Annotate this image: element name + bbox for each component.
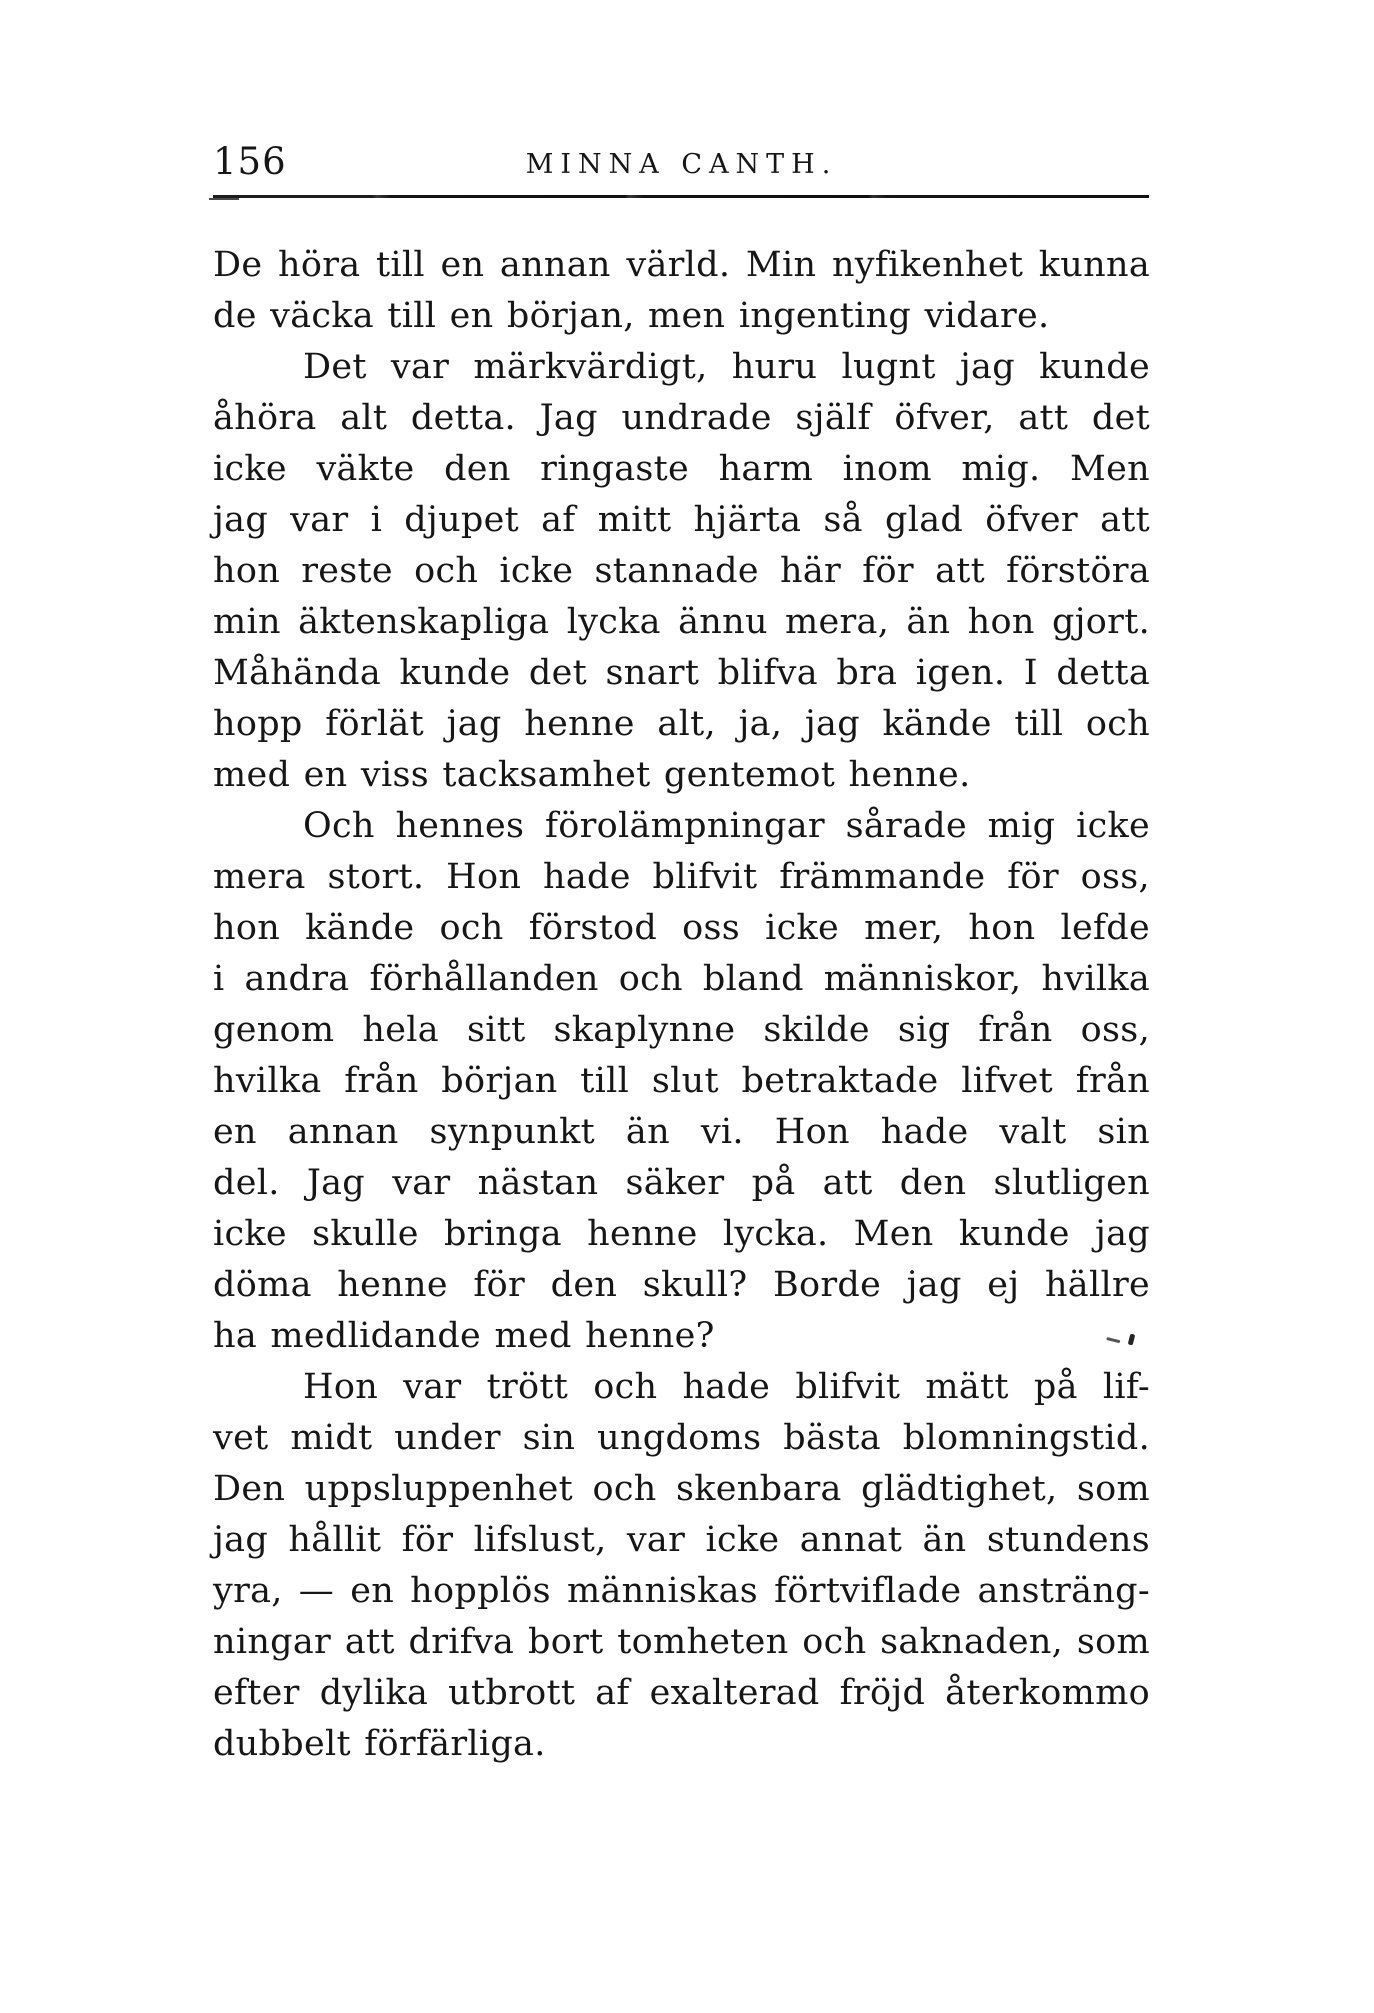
text-line: döma henne för den skull? Borde jag ej hällre [213, 1265, 1150, 1305]
text-line: del. Jag var nästan säker på att den slutligen [213, 1163, 1150, 1203]
paragraph [213, 240, 1150, 342]
text-line: hopp förlät jag henne alt, ja, jag kände till och [213, 704, 1150, 744]
text-line: yra, — en hopplös människas förtviflade ansträng- [213, 1571, 1150, 1611]
text-line: ha medlidande med henne? [213, 1316, 715, 1356]
paragraph [213, 342, 1150, 801]
header-rule [213, 195, 1149, 198]
text-line: min äktenskapliga lycka ännu mera, än hon gjort. [213, 602, 1150, 642]
page-number: 156 [213, 140, 287, 183]
body-text [213, 240, 1150, 1770]
paragraph [213, 801, 1150, 1362]
text-line: de väcka till en början, men ingenting vidare. [213, 296, 1050, 336]
text-line: en annan synpunkt än vi. Hon hade valt sin [213, 1112, 1150, 1152]
text-line: åhöra alt detta. Jag undrade själf öfver, att det [213, 398, 1150, 438]
text-line: mera stort. Hon hade blifvit främmande för oss, [213, 857, 1150, 897]
text-line: icke skulle bringa henne lycka. Men kunde jag [213, 1214, 1150, 1254]
page-header [213, 140, 1150, 187]
text-line: jag var i djupet af mitt hjärta så glad öfver att [213, 500, 1150, 540]
text-line: Det var märkvärdigt, huru lugnt jag kunde [303, 347, 1150, 387]
text-line: Hon var trött och hade blifvit mätt på lif- [303, 1367, 1150, 1407]
text-line: vet midt under sin ungdoms bästa blomningstid. [213, 1418, 1150, 1458]
text-line: efter dylika utbrott af exalterad fröjd återkommo [213, 1673, 1150, 1713]
running-title: MINNA CANTH. [525, 149, 838, 180]
text-line: Och hennes förolämpningar sårade mig icke [303, 806, 1150, 846]
text-line: De höra till en annan värld. Min nyfikenhet kunna [213, 245, 1150, 285]
text-line: hvilka från början till slut betraktade lifvet från [213, 1061, 1150, 1101]
text-line: Måhända kunde det snart blifva bra igen. I detta [213, 653, 1150, 693]
text-line: ningar att drifva bort tomheten och saknaden, som [213, 1622, 1150, 1662]
text-line: med en viss tacksamhet gentemot henne. [213, 755, 971, 795]
text-line: hon kände och förstod oss icke mer, hon lefde [213, 908, 1150, 948]
text-line: hon reste och icke stannade här för att förstöra [213, 551, 1150, 591]
text-line: icke väkte den ringaste harm inom mig. Men [213, 449, 1150, 489]
paragraph [213, 1362, 1150, 1770]
text-line: genom hela sitt skaplynne skilde sig från oss, [213, 1010, 1150, 1050]
text-line: i andra förhållanden och bland människor, hvilka [213, 959, 1150, 999]
text-line: jag hållit för lifslust, var icke annat än stundens [213, 1520, 1150, 1560]
text-line: dubbelt förfärliga. [213, 1724, 546, 1764]
text-line: Den uppsluppenhet och skenbara glädtighet, som [213, 1469, 1150, 1509]
